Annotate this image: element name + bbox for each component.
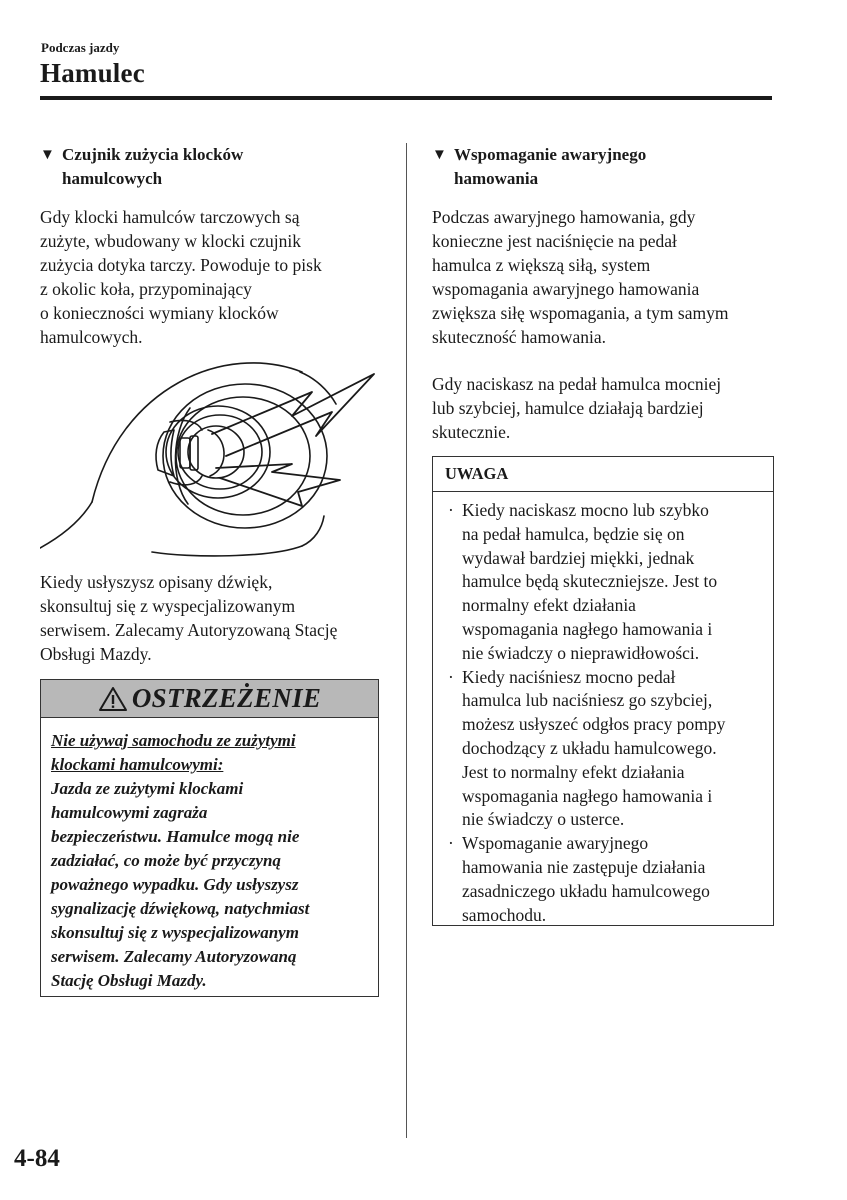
text-line: normalny efekt działania: [462, 595, 636, 616]
text-line: Kiedy naciśniesz mocno pedał: [462, 666, 676, 687]
text-line: Gdy naciskasz na pedał hamulca mocniej: [432, 374, 722, 394]
text-line: zużyte, wbudowany w klocki czujnik: [40, 231, 301, 251]
heading-line: hamulcowych: [62, 169, 163, 188]
text-line: hamulca z większą siłą, system: [432, 255, 651, 275]
text-line: dochodzący z układu hamulcowego.: [462, 737, 717, 758]
text-line: wydawał bardziej miękki, jednak: [462, 547, 695, 568]
text-line: na pedał hamulca, będzie się on: [462, 523, 685, 544]
text-line: możesz usłyszeć odgłos pracy pompy: [462, 714, 726, 735]
text-line: serwisem. Zalecamy Autoryzowaną Stację: [40, 620, 338, 640]
page-number: 4-84: [14, 1145, 60, 1172]
text-line: konieczne jest naciśnięcie na pedał: [432, 231, 677, 251]
text-line: Podczas awaryjnego hamowania, gdy: [432, 207, 696, 227]
heading-line: Wspomaganie awaryjnego: [454, 145, 647, 164]
warning-line: zadziałać, co może być przyczyną: [51, 851, 281, 870]
text-line: hamulca lub naciśniesz go szybciej,: [462, 690, 713, 711]
warning-line: sygnalizację dźwiękową, natychmiast: [51, 899, 310, 918]
warning-line: poważnego wypadku. Gdy usłyszysz: [51, 875, 299, 894]
text-line: Wspomaganie awaryjnego: [462, 833, 649, 854]
paragraph-pedal-pressure: [432, 372, 774, 444]
warning-title: OSTRZEŻENIE: [131, 683, 322, 713]
section-marker-icon: ▼: [432, 147, 447, 163]
text-line: wspomagania nagłego hamowania i: [462, 785, 713, 806]
text-line: Kiedy naciskasz mocno lub szybko: [462, 500, 709, 520]
column-divider: [406, 143, 407, 1138]
warning-line: bezpieczeństwu. Hamulce mogą nie: [51, 827, 300, 846]
text-line: Kiedy usłyszysz opisany dźwięk,: [40, 572, 273, 592]
breadcrumb: Podczas jazdy: [41, 40, 120, 55]
bullet-icon: ·: [448, 500, 454, 520]
warning-header: [41, 680, 378, 718]
paragraph-service-advice: [40, 570, 382, 666]
text-line: Gdy klocki hamulców tarczowych są: [40, 207, 300, 227]
warning-line: Stację Obsługi Mazdy.: [51, 971, 207, 990]
text-line: skutecznie.: [432, 422, 511, 442]
text-line: wspomagania awaryjnego hamowania: [432, 279, 700, 299]
page-title: Hamulec: [40, 58, 145, 88]
section-heading-brake-wear-sensor: [40, 143, 382, 191]
note-box: [432, 456, 774, 926]
text-line: samochodu.: [462, 904, 547, 925]
text-line: hamulcowych.: [40, 327, 143, 347]
bullet-icon: ·: [448, 666, 454, 687]
left-after-illustration: [40, 570, 382, 666]
paragraph-brake-assist: [432, 205, 774, 349]
heading-line: hamowania: [454, 169, 539, 188]
left-column: [40, 143, 382, 349]
text-line: skonsultuj się z wyspecjalizowanym: [40, 596, 296, 616]
warning-line: skonsultuj się z wyspecjalizowanym: [51, 923, 299, 942]
warning-lead-line: Nie używaj samochodu ze zużytymi: [51, 731, 296, 750]
warning-lead-line: klockami hamulcowymi:: [51, 755, 224, 774]
text-line: nie świadczy o usterce.: [462, 809, 625, 830]
text-line: zwiększa siłę wspomagania, a tym samym: [432, 303, 729, 323]
text-line: z okolic koła, przypominający: [40, 279, 252, 299]
text-line: lub szybciej, hamulce działają bardziej: [432, 398, 704, 418]
warning-line: hamulcowymi zagraża: [51, 803, 208, 822]
text-line: hamulce będą skuteczniejsze. Jest to: [462, 571, 718, 592]
text-line: zasadniczego układu hamulcowego: [462, 880, 710, 901]
warning-triangle-icon: [98, 686, 128, 712]
text-line: zużycia dotyka tarczy. Powoduje to pisk: [40, 255, 322, 275]
section-heading-emergency-brake-assist: [432, 143, 774, 191]
text-line: Jest to normalny efekt działania: [462, 761, 685, 782]
section-marker-icon: ▼: [40, 147, 55, 163]
text-line: skuteczność hamowania.: [432, 327, 606, 347]
list-item: [448, 666, 763, 833]
warning-line: Jazda ze zużytymi klockami: [51, 779, 244, 798]
note-title: UWAGA: [433, 457, 773, 492]
text-line: nie świadczy o nieprawidłowości.: [462, 642, 700, 663]
right-column: [432, 143, 774, 444]
note-list: [433, 492, 773, 927]
warning-line: serwisem. Zalecamy Autoryzowaną: [51, 947, 297, 966]
warning-body: [41, 718, 378, 993]
text-line: Obsługi Mazdy.: [40, 644, 152, 664]
text-line: o konieczności wymiany klocków: [40, 303, 279, 323]
text-line: hamowania nie zastępuje działania: [462, 856, 706, 877]
brake-disc-squeal-icon: [40, 352, 382, 560]
text-line: wspomagania nagłego hamowania i: [462, 618, 713, 639]
list-item: [448, 832, 763, 927]
heading-line: Czujnik zużycia klocków: [62, 145, 244, 164]
list-item: [448, 499, 763, 666]
paragraph-brake-wear: [40, 205, 382, 349]
bullet-icon: ·: [448, 833, 454, 854]
title-rule: [40, 96, 772, 100]
warning-box: [40, 679, 379, 997]
